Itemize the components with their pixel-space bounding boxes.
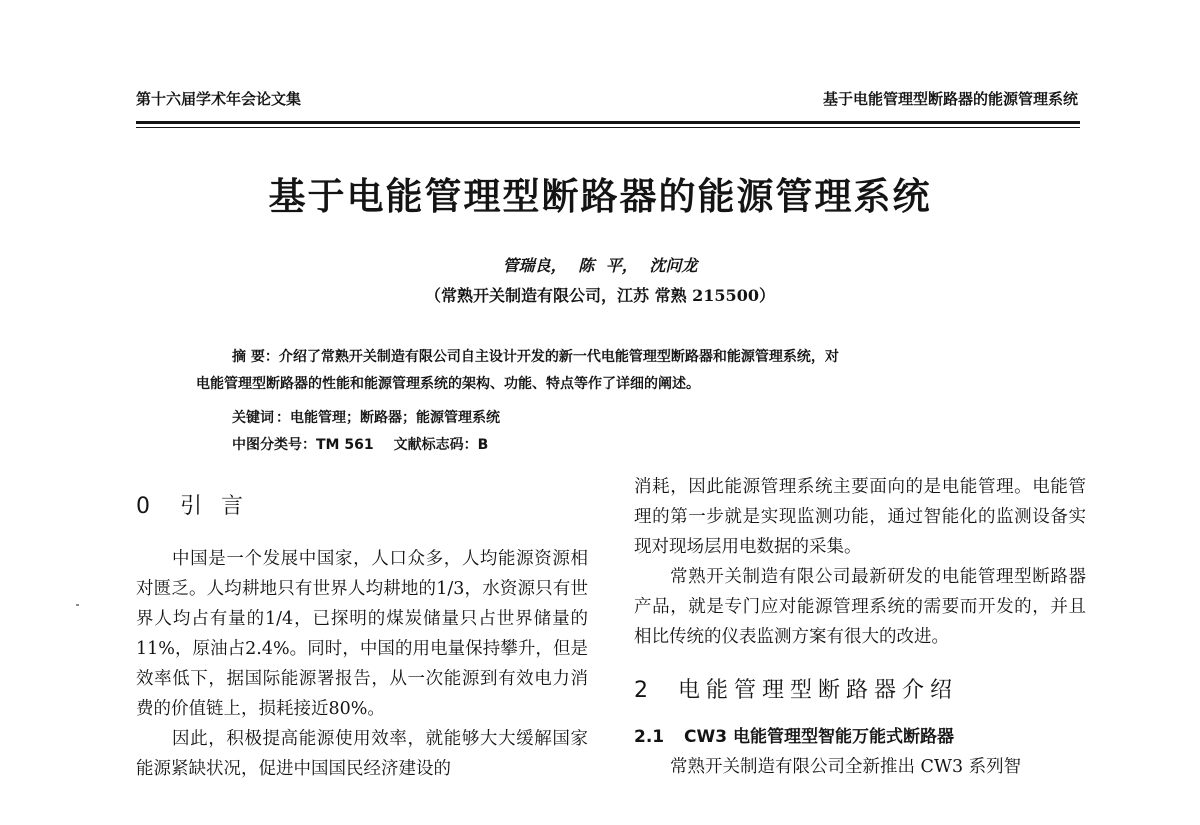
subsection-2-1-title: CW3 电能管理型智能万能式断路器	[684, 727, 954, 747]
running-head	[0, 88, 1200, 116]
left-column	[136, 472, 588, 784]
classification	[232, 434, 488, 454]
abstract-text-1: ：介绍了常熟开关制造有限公司自主设计开发的新一代电能管理型断路器和能源管理系统，对	[264, 349, 839, 365]
body-paragraph: 因此，积极提高能源使用效率，就能够大大缓解国家能源紧缺状况，促进中国国民经济建设的	[136, 729, 588, 779]
section-0-title: 引 言	[180, 494, 249, 519]
subsection-2-1-number: 2.1	[634, 727, 665, 747]
section-2-title: 电能管理型断路器介绍	[678, 678, 959, 703]
doc-code-label: 文献标志码	[393, 437, 464, 453]
authors: 管瑞良， 陈 平， 沈问龙	[502, 256, 698, 275]
keywords-label: 关键词	[232, 410, 274, 426]
body-paragraph: 消耗，因此能源管理系统主要面向的是电能管理。电能管理的第一步就是实现监测功能，通过智能化的监测设备实现对现场层用电数据的采集。	[634, 477, 1086, 557]
clc-value: ：TM 561	[302, 437, 374, 453]
doc-code-value: ：B	[463, 437, 489, 453]
scan-speck	[76, 604, 79, 606]
section-2-heading	[634, 674, 1086, 708]
abstract	[196, 344, 1046, 398]
abstract-line-1	[196, 344, 1046, 371]
body-paragraph: 常熟开关制造有限公司全新推出 CW3 系列智	[670, 757, 1022, 777]
subsection-2-1-heading	[634, 722, 1086, 752]
header-rule-thin	[136, 127, 1080, 128]
header-rule-thick	[136, 121, 1080, 124]
section-0-number: 0	[136, 494, 150, 519]
running-head-left: 第十六届学术年会论文集	[136, 90, 302, 108]
body-paragraph: 中国是一个发展中国家，人口众多，人均能源资源相对匮乏。人均耕地只有世界人均耕地的1/3，水资源只有世界人均占有量的1/4，已探明的煤炭储量只占世界储量的11%，原油占2.4%。同时，中国的用电量保持攀升，但是效率低下，据国际能源署报告，从一次能源到有效电力消费的价值链上，损耗接近80%。	[136, 549, 588, 719]
body-paragraph: 常熟开关制造有限公司最新研发的电能管理型断路器产品，就是专门应对能源管理系统的需要而开发的，并且相比传统的仪表监测方案有很大的改进。	[634, 567, 1086, 647]
abstract-label: 摘 要	[232, 349, 265, 365]
paper-title: 基于电能管理型断路器的能源管理系统	[268, 175, 932, 218]
section-0-heading	[136, 490, 588, 524]
keywords-value: ：电能管理；断路器；能源管理系统	[276, 410, 500, 426]
right-column	[634, 472, 1086, 782]
clc-label: 中图分类号	[232, 437, 302, 453]
affiliation: （常熟开关制造有限公司，江苏 常熟 215500）	[425, 286, 775, 305]
running-head-right: 基于电能管理型断路器的能源管理系统	[822, 90, 1078, 108]
section-2-number: 2	[634, 678, 648, 703]
abstract-line-2: 电能管理型断路器的性能和能源管理系统的架构、功能、特点等作了详细的阐述。	[196, 376, 700, 392]
keywords	[232, 407, 500, 427]
